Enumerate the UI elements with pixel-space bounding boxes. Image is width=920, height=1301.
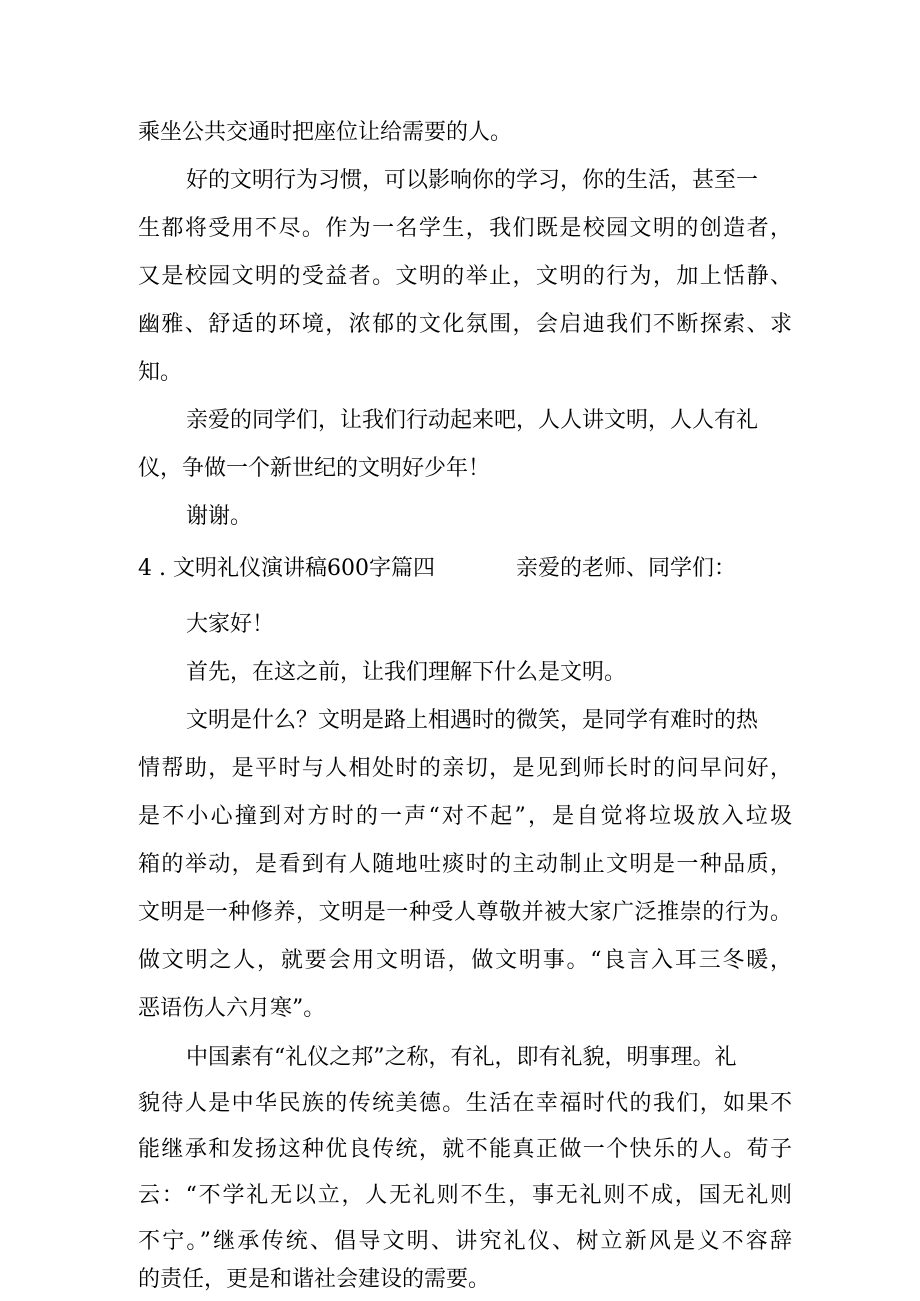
paragraph-line: 云：“不学礼无以立，人无礼则不生，事无礼则不成，国无礼则 bbox=[138, 1183, 792, 1208]
paragraph-line: 中国素有“礼仪之邦”之称，有礼，即有礼貌，明事理。礼 bbox=[186, 1045, 737, 1070]
paragraph-line: 箱的举动，是看到有人随地吐痰时的主动制止文明是一种品质， bbox=[138, 852, 792, 877]
paragraph-line: 情帮助，是平时与人相处时的亲切，是见到师长时的问早问好， bbox=[138, 756, 792, 781]
paragraph-line: 恶语伤人六月寒”。 bbox=[138, 996, 326, 1021]
paragraph-line: 不宁。”继承传统、倡导文明、讲究礼仪、树立新风是义不容辞 bbox=[138, 1229, 792, 1254]
paragraph-line: 幽雅、舒适的环境，浓郁的文化氛围，会启迪我们不断探索、求 bbox=[138, 312, 792, 337]
paragraph-line: 做文明之人，就要会用文明语，做文明事。“良言入耳三冬暖， bbox=[138, 948, 792, 973]
paragraph-line: 文明是什么？文明是路上相遇时的微笑，是同学有难时的热 bbox=[186, 708, 759, 733]
paragraph-line: 仪，争做一个新世纪的文明好少年！ bbox=[138, 456, 491, 481]
paragraph-line: 貌待人是中华民族的传统美德。生活在幸福时代的我们，如果不 bbox=[138, 1091, 792, 1116]
paragraph-line: 谢谢。 bbox=[186, 504, 253, 529]
paragraph-line: 生都将受用不尽。作为一名学生，我们既是校园文明的创造者， bbox=[138, 216, 792, 241]
greeting: 大家好！ bbox=[186, 612, 275, 637]
paragraph-line: 好的文明行为习惯，可以影响你的学习，你的生活，甚至一 bbox=[186, 168, 759, 193]
paragraph-line: 知。 bbox=[138, 360, 183, 385]
paragraph-line: 文明是一种修养，文明是一种受人尊敬并被大家广泛推崇的行为。 bbox=[138, 900, 792, 925]
paragraph-line: 的责任，更是和谐社会建设的需要。 bbox=[138, 1267, 491, 1292]
paragraph-line: 又是校园文明的受益者。文明的举止，文明的行为，加上恬静、 bbox=[138, 264, 792, 289]
section-heading: 4 . 文明礼仪演讲稿600字篇四 bbox=[138, 556, 435, 581]
paragraph-line: 亲爱的同学们，让我们行动起来吧，人人讲文明，人人有礼 bbox=[186, 408, 759, 433]
paragraph-line: 能继承和发扬这种优良传统，就不能真正做一个快乐的人。荀子 bbox=[138, 1137, 792, 1162]
paragraph-line: 是不小心撞到对方时的一声“对不起”，是自觉将垃圾放入垃圾 bbox=[138, 804, 792, 829]
salutation: 亲爱的老师、同学们： bbox=[516, 556, 737, 581]
paragraph-line: 乘坐公共交通时把座位让给需要的人。 bbox=[138, 120, 513, 145]
paragraph-line: 首先，在这之前，让我们理解下什么是文明。 bbox=[186, 660, 627, 685]
